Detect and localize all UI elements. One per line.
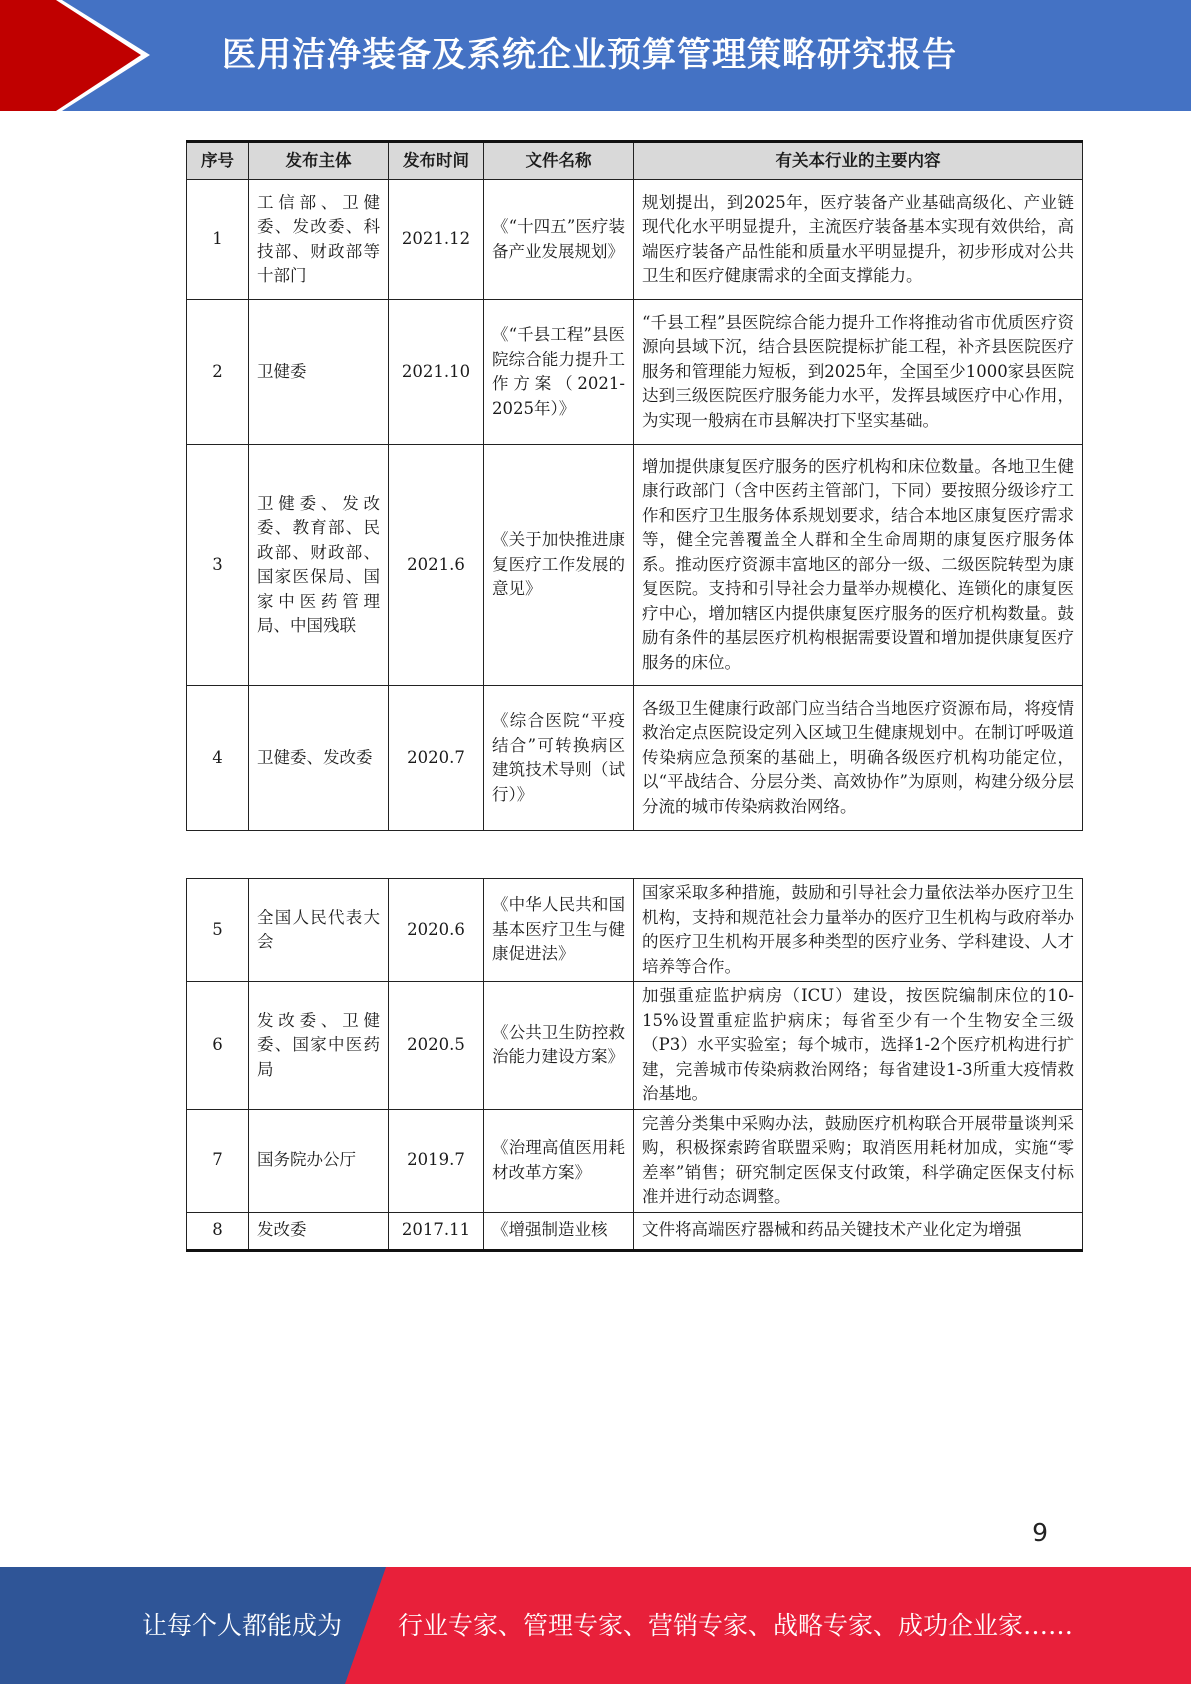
cell-issuer: 卫健委 (249, 300, 389, 445)
cell-doc: 《公共卫生防控救治能力建设方案》 (484, 982, 634, 1110)
cell-issuer: 卫健委、发改委、教育部、民政部、财政部、国家医保局、国家中医药管理局、中国残联 (249, 445, 389, 686)
table-row (187, 1212, 1083, 1250)
cell-doc: 《增强制造业核 (484, 1212, 634, 1250)
report-title: 医用洁净装备及系统企业预算管理策略研究报告 (222, 35, 957, 75)
cell-no: 4 (187, 686, 249, 831)
table-row (187, 1109, 1083, 1212)
cell-issuer: 发改委 (249, 1212, 389, 1250)
cell-no: 7 (187, 1109, 249, 1212)
page-number: 9 (1032, 1518, 1048, 1547)
page-header (0, 0, 1191, 111)
cell-no: 2 (187, 300, 249, 445)
cell-issuer: 国务院办公厅 (249, 1109, 389, 1212)
column-header-date: 发布时间 (389, 142, 484, 180)
column-header-issuer: 发布主体 (249, 142, 389, 180)
cell-doc: 《“十四五”医疗装备产业发展规划》 (484, 180, 634, 300)
header-chevron-decoration (0, 0, 160, 111)
cell-content: 国家采取多种措施，鼓励和引导社会力量依法举办医疗卫生机构，支持和规范社会力量举办的医疗卫生机构与政府举办的医疗卫生机构开展多种类型的医疗业务、学科建设、人才培养等合作。 (634, 879, 1083, 982)
table-row (187, 879, 1083, 982)
table-row (187, 982, 1083, 1110)
cell-no: 1 (187, 180, 249, 300)
table-row (187, 180, 1083, 300)
cell-date: 2021.10 (389, 300, 484, 445)
chevron-red (0, 0, 141, 111)
column-header-no: 序号 (187, 142, 249, 180)
cell-issuer: 全国人民代表大会 (249, 879, 389, 982)
policy-table-part-2 (186, 878, 1083, 1252)
table-header-row (187, 142, 1083, 180)
page-footer (0, 1567, 1191, 1684)
column-header-content: 有关本行业的主要内容 (634, 142, 1083, 180)
cell-issuer: 工信部、卫健委、发改委、科技部、财政部等十部门 (249, 180, 389, 300)
column-header-doc: 文件名称 (484, 142, 634, 180)
cell-date: 2017.11 (389, 1212, 484, 1250)
policy-table-part-1 (186, 140, 1083, 831)
cell-no: 6 (187, 982, 249, 1110)
table-row (187, 445, 1083, 686)
cell-date: 2020.6 (389, 879, 484, 982)
table-row (187, 300, 1083, 445)
cell-no: 3 (187, 445, 249, 686)
cell-content: 增加提供康复医疗服务的医疗机构和床位数量。各地卫生健康行政部门（含中医药主管部门，下同）要按照分级诊疗工作和医疗卫生服务体系规划要求，结合本地区康复医疗需求等，健全完善覆盖全人群和全生命周期的康复医疗服务体系。推动医疗资源丰富地区的部分一级、二级医院转型为康复医院。支持和引导社会力量举办规模化、连锁化的康复医疗中心，增加辖区内提供康复医疗服务的医疗机构数量。鼓励有条件的基层医疗机构根据需要设置和增加提供康复医疗服务的床位。 (634, 445, 1083, 686)
cell-date: 2020.5 (389, 982, 484, 1110)
cell-no: 8 (187, 1212, 249, 1250)
cell-date: 2019.7 (389, 1109, 484, 1212)
cell-content: 加强重症监护病房（ICU）建设，按医院编制床位的10-15%设置重症监护病床；每省至少有一个生物安全三级（P3）水平实验室；每个城市，选择1-2个医疗机构进行扩建，完善城市传染病救治网络；每省建设1-3所重大疫情救治基地。 (634, 982, 1083, 1110)
cell-date: 2021.12 (389, 180, 484, 300)
cell-content: 各级卫生健康行政部门应当结合当地医疗资源布局，将疫情救治定点医院设定列入区域卫生健康规划中。在制订呼吸道传染病应急预案的基础上，明确各级医疗机构功能定位，以“平战结合、分层分类、高效协作”为原则，构建分级分层分流的城市传染病救治网络。 (634, 686, 1083, 831)
cell-content: 完善分类集中采购办法，鼓励医疗机构联合开展带量谈判采购，积极探索跨省联盟采购；取消医用耗材加成，实施“零差率”销售；研究制定医保支付政策，科学确定医保支付标准并进行动态调整。 (634, 1109, 1083, 1212)
cell-content: 规划提出，到2025年，医疗装备产业基础高级化、产业链现代化水平明显提升，主流医疗装备基本实现有效供给，高端医疗装备产品性能和质量水平明显提升，初步形成对公共卫生和医疗健康需求的全面支撑能力。 (634, 180, 1083, 300)
cell-no: 5 (187, 879, 249, 982)
footer-slogan-left: 让每个人都能成为 (142, 1611, 343, 1640)
cell-content: 文件将高端医疗器械和药品关键技术产业化定为增强 (634, 1212, 1083, 1250)
cell-doc: 《中华人民共和国基本医疗卫生与健康促进法》 (484, 879, 634, 982)
cell-doc: 《治理高值医用耗材改革方案》 (484, 1109, 634, 1212)
cell-content: “千县工程”县医院综合能力提升工作将推动省市优质医疗资源向县域下沉，结合县医院提标扩能工程，补齐县医院医疗服务和管理能力短板，到2025年，全国至少1000家县医院达到三级医院医疗服务能力水平，发挥县域医疗中心作用，为实现一般病在市县解决打下坚实基础。 (634, 300, 1083, 445)
cell-doc: 《关于加快推进康复医疗工作发展的意见》 (484, 445, 634, 686)
cell-doc: 《综合医院“平疫结合”可转换病区建筑技术导则（试行）》 (484, 686, 634, 831)
cell-issuer: 发改委、卫健委、国家中医药局 (249, 982, 389, 1110)
footer-slogan-right: 行业专家、管理专家、营销专家、战略专家、成功企业家…… (398, 1611, 1074, 1640)
table-row (187, 686, 1083, 831)
cell-issuer: 卫健委、发改委 (249, 686, 389, 831)
cell-date: 2020.7 (389, 686, 484, 831)
cell-doc: 《“千县工程”县医院综合能力提升工作方案（2021-2025年）》 (484, 300, 634, 445)
cell-date: 2021.6 (389, 445, 484, 686)
